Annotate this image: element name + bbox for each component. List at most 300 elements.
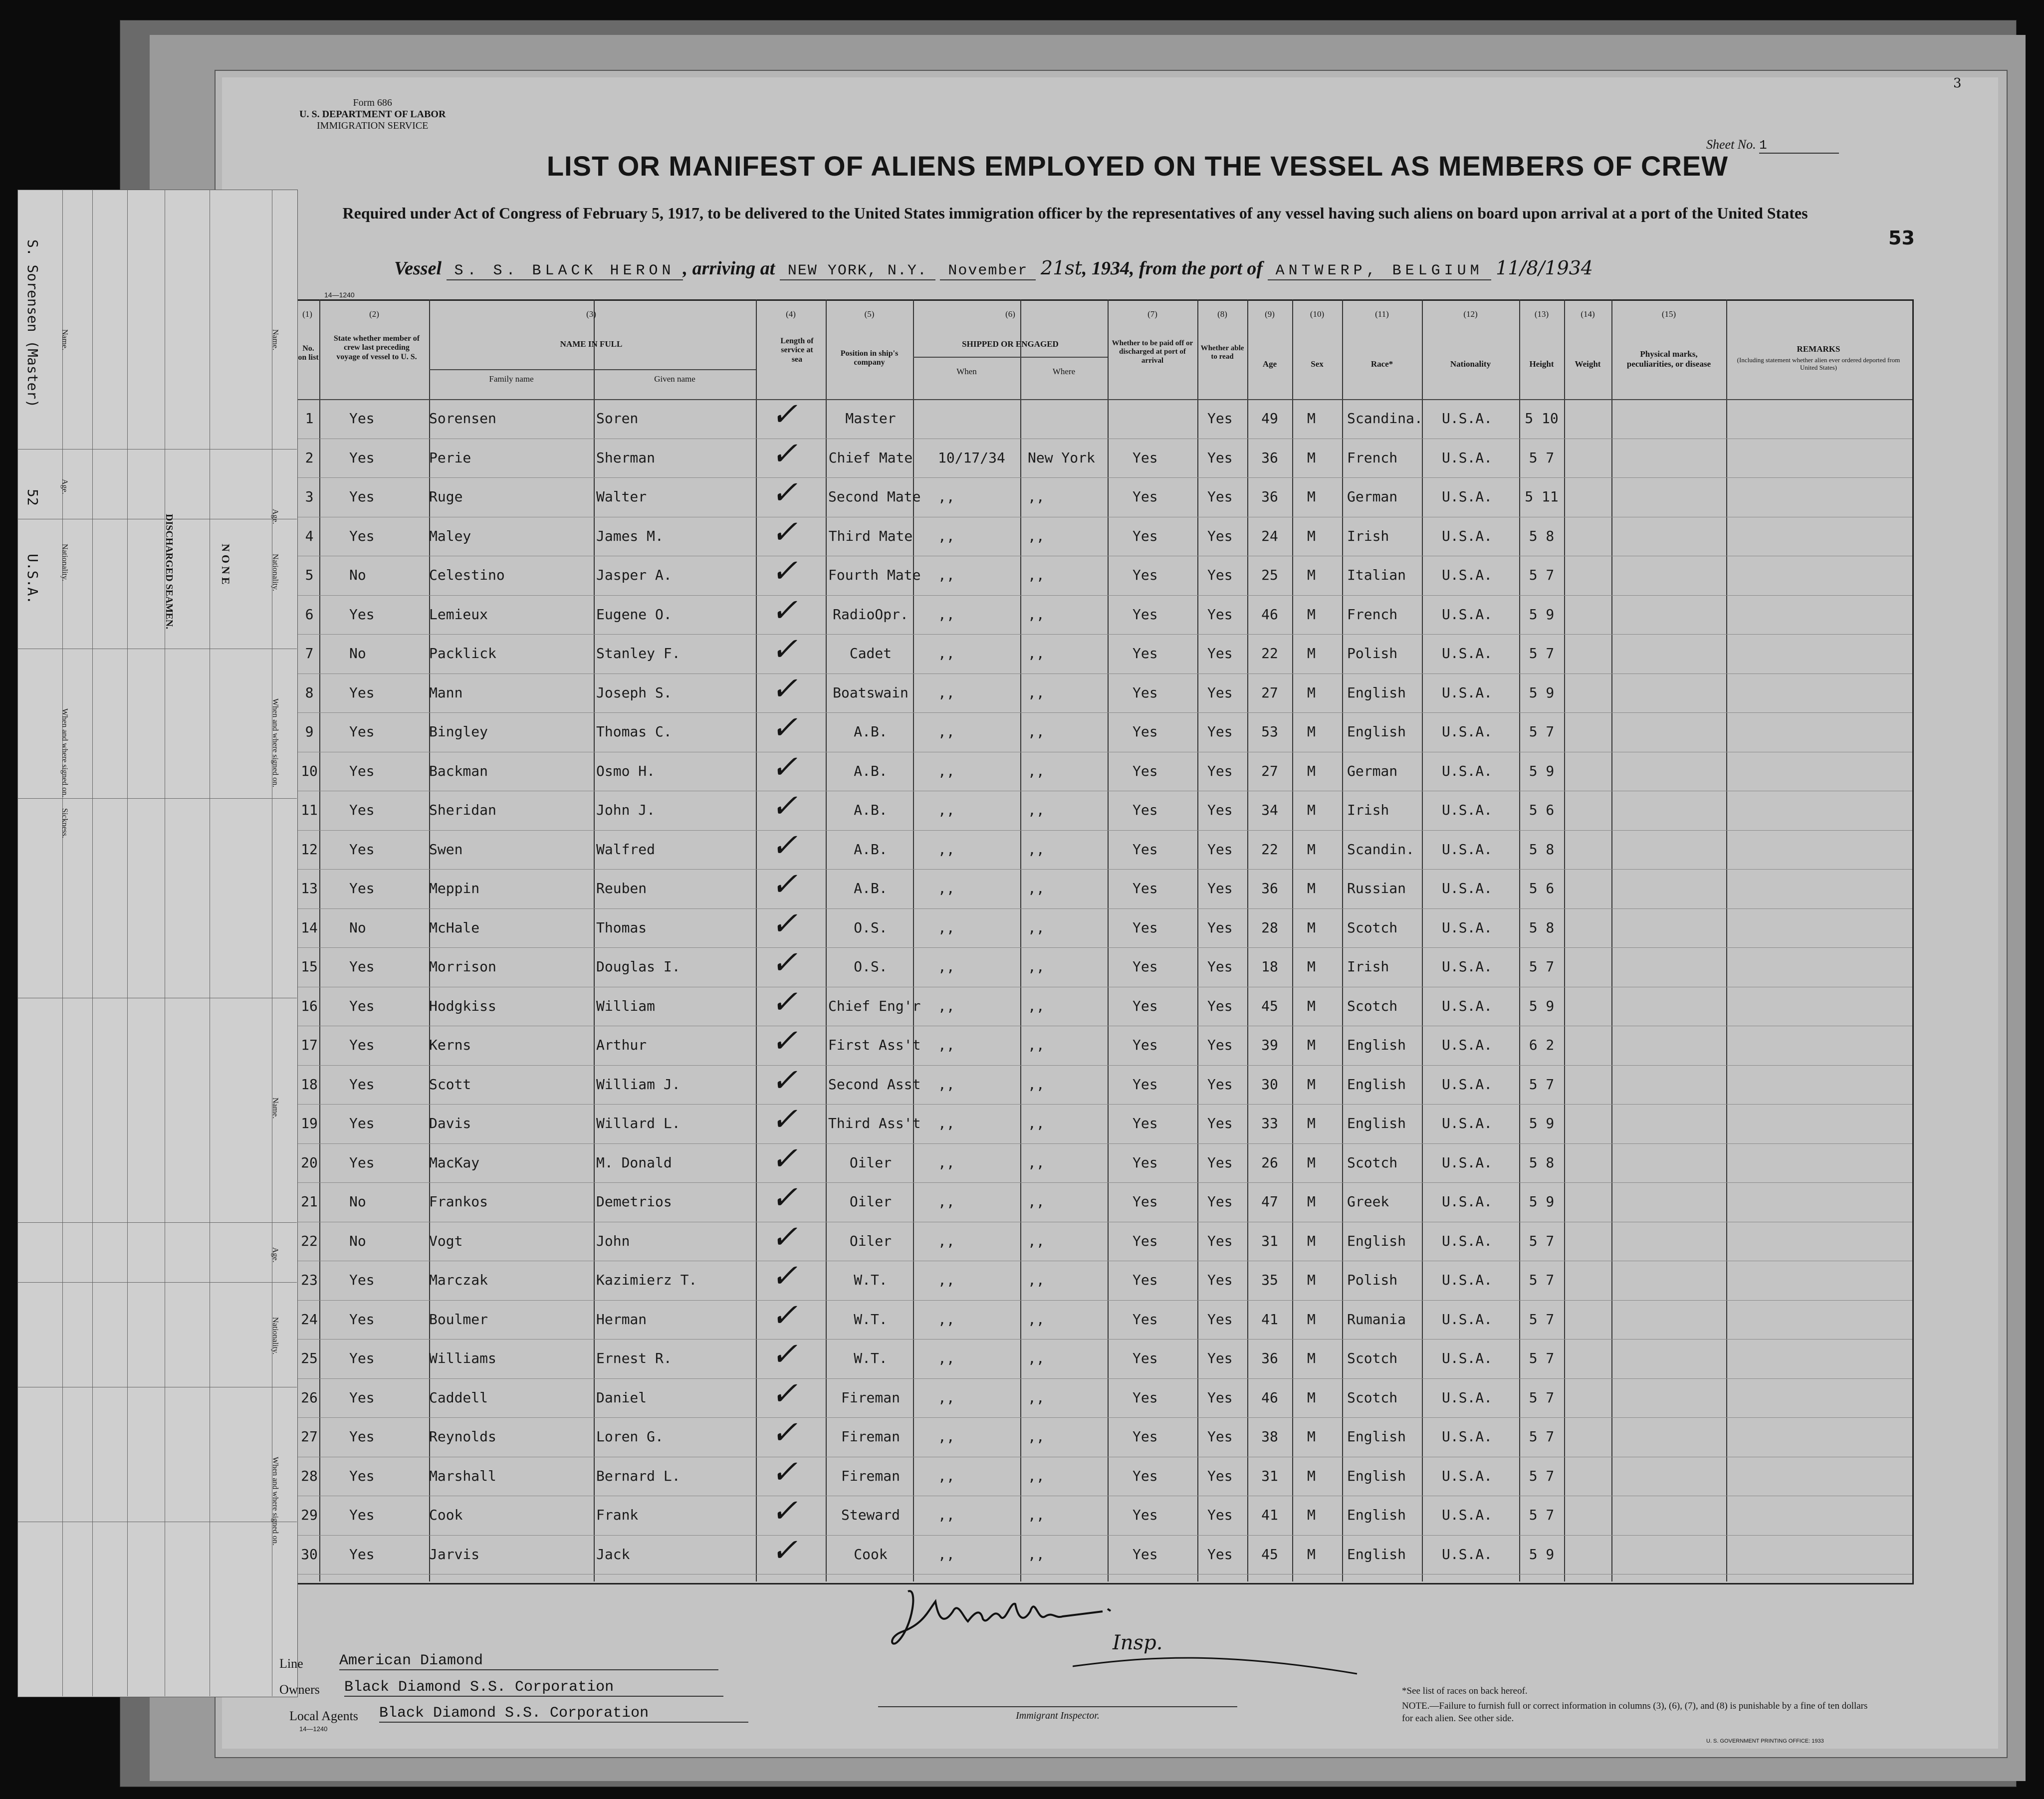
cell-no: 1 — [305, 410, 314, 427]
cell-read: Yes — [1207, 1232, 1233, 1249]
cell-given: Walfred — [596, 841, 656, 858]
cell-given: Walter — [596, 488, 647, 505]
cell-nat: U.S.A. — [1442, 997, 1493, 1014]
cell-position: Chief Eng'r — [828, 997, 921, 1014]
cell-where: ,, — [1028, 1507, 1045, 1523]
cell-prev: Yes — [349, 762, 375, 779]
cell-height: 5 9 — [1529, 1193, 1555, 1210]
strip-sickness-label: Sickness. — [60, 808, 69, 838]
department: U. S. DEPARTMENT OF LABOR — [299, 109, 446, 120]
vessel-label: Vessel — [394, 258, 442, 279]
discharged-title: DISCHARGED SEAMEN. — [164, 514, 175, 630]
cell-family: Sorensen — [429, 410, 496, 427]
cell-family: Frankos — [429, 1193, 488, 1210]
cell-read: Yes — [1207, 1546, 1233, 1563]
cell-paid: Yes — [1133, 684, 1158, 701]
from-label: , from the port of — [1130, 258, 1263, 279]
cell-given: Jasper A. — [596, 567, 672, 583]
cell-race: German — [1347, 488, 1398, 505]
cell-prev: Yes — [349, 1154, 375, 1171]
strip-nationality-label-3: Nationality. — [271, 1317, 279, 1354]
cell-age: 47 — [1261, 1193, 1278, 1210]
cell-given: William J. — [596, 1076, 681, 1093]
cell-family: Kerns — [429, 1037, 471, 1053]
col9-header: Age — [1262, 359, 1277, 369]
line-value: American Diamond — [339, 1652, 718, 1670]
cell-family: Scott — [429, 1076, 471, 1093]
cell-sex: M — [1307, 410, 1316, 427]
cell-when: ,, — [938, 606, 955, 623]
cell-when: ,, — [938, 997, 955, 1014]
cell-where: ,, — [1028, 1546, 1045, 1563]
cell-sex: M — [1307, 1311, 1316, 1328]
check-mark: ✓ — [771, 748, 798, 786]
cell-when: ,, — [938, 527, 955, 544]
cell-prev: No — [349, 1193, 366, 1210]
cell-height: 5 7 — [1529, 567, 1555, 583]
cell-prev: Yes — [349, 1507, 375, 1523]
cell-race: Polish — [1347, 645, 1398, 662]
column-divider — [1564, 299, 1565, 1581]
check-mark: ✓ — [771, 1062, 798, 1099]
service: IMMIGRATION SERVICE — [317, 120, 429, 131]
cell-family: Cook — [429, 1507, 463, 1523]
cell-where: ,, — [1028, 1467, 1045, 1484]
col12-num: (12) — [1463, 309, 1478, 319]
cell-no: 12 — [301, 841, 318, 858]
cell-nat: U.S.A. — [1442, 527, 1493, 544]
cell-family: Boulmer — [429, 1311, 488, 1328]
cell-age: 34 — [1261, 802, 1278, 818]
check-mark: ✓ — [771, 1218, 798, 1256]
cell-age: 45 — [1261, 1546, 1278, 1563]
cell-race: Scandin. — [1347, 841, 1414, 858]
col4-header: Length of service at sea — [780, 337, 814, 364]
cell-read: Yes — [1207, 880, 1233, 897]
cell-height: 5 7 — [1529, 1428, 1555, 1445]
cell-read: Yes — [1207, 410, 1233, 427]
cell-paid: Yes — [1133, 606, 1158, 623]
cell-read: Yes — [1207, 567, 1233, 583]
check-mark: ✓ — [771, 592, 798, 629]
cell-race: Scotch — [1347, 1389, 1398, 1406]
cell-where: ,, — [1028, 606, 1045, 623]
cell-given: Douglas I. — [596, 958, 681, 975]
arrival-port: NEW YORK, N.Y. — [780, 262, 935, 280]
column-divider — [756, 299, 757, 1581]
cell-height: 5 7 — [1529, 1507, 1555, 1523]
col6-num: (6) — [1005, 309, 1015, 319]
cell-given: John J. — [596, 802, 656, 818]
cell-when: ,, — [938, 841, 955, 858]
cell-position: First Ass't — [828, 1037, 921, 1053]
cell-sex: M — [1307, 645, 1316, 662]
strip-column-divider — [62, 190, 63, 1696]
cell-no: 25 — [301, 1350, 318, 1366]
cell-race: Russian — [1347, 880, 1406, 897]
cell-sex: M — [1307, 997, 1316, 1014]
cell-height: 5 8 — [1529, 527, 1555, 544]
cell-position: Fourth Mate — [828, 567, 921, 583]
cell-position: Fireman — [841, 1467, 900, 1484]
sheet-value: 1 — [1759, 138, 1839, 154]
cell-when: ,, — [938, 1193, 955, 1210]
cell-position: Boatswain — [833, 684, 908, 701]
cell-sex: M — [1307, 1154, 1316, 1171]
cell-where: ,, — [1028, 527, 1045, 544]
row-rule — [294, 1300, 1912, 1301]
column-divider — [1422, 299, 1423, 1581]
header-bottom-rule — [294, 399, 1912, 400]
cell-prev: Yes — [349, 1467, 375, 1484]
cell-given: James M. — [596, 527, 664, 544]
cell-read: Yes — [1207, 762, 1233, 779]
column-divider — [1292, 299, 1293, 1581]
cell-height: 5 7 — [1529, 1272, 1555, 1288]
strip-column-divider — [127, 190, 128, 1696]
row-rule — [294, 634, 1912, 635]
cell-height: 5 8 — [1529, 1154, 1555, 1171]
col4-num: (4) — [786, 309, 796, 319]
cell-where: ,, — [1028, 802, 1045, 818]
cell-paid: Yes — [1133, 527, 1158, 544]
cell-nat: U.S.A. — [1442, 488, 1493, 505]
check-mark: ✓ — [771, 1375, 798, 1412]
cell-sex: M — [1307, 762, 1316, 779]
cell-given: Ernest R. — [596, 1350, 672, 1366]
cell-family: Backman — [429, 762, 488, 779]
row-rule — [294, 477, 1912, 478]
cell-given: Sherman — [596, 449, 656, 466]
strip-age-label-3: Age. — [271, 1247, 279, 1263]
col3-header: NAME IN FULL — [560, 339, 623, 349]
immigrant-inspector-label: Immigrant Inspector. — [1016, 1710, 1100, 1721]
cell-nat: U.S.A. — [1442, 1193, 1493, 1210]
cell-position: RadioOpr. — [833, 606, 908, 623]
cell-position: Second Mate — [828, 488, 921, 505]
cell-no: 19 — [301, 1115, 318, 1131]
cell-nat: U.S.A. — [1442, 1350, 1493, 1366]
cell-family: MacKay — [429, 1154, 480, 1171]
cell-race: English — [1347, 1467, 1406, 1484]
cell-race: Polish — [1347, 1272, 1398, 1288]
cell-height: 5 7 — [1529, 1350, 1555, 1366]
cell-where: ,, — [1028, 1272, 1045, 1288]
cell-no: 27 — [301, 1428, 318, 1445]
cell-where: ,, — [1028, 1350, 1045, 1366]
check-mark: ✓ — [771, 709, 798, 746]
strip-column-divider — [92, 190, 93, 1696]
cell-race: English — [1347, 1546, 1406, 1563]
cell-sex: M — [1307, 488, 1316, 505]
cell-no: 4 — [305, 527, 314, 544]
cell-race: English — [1347, 1428, 1406, 1445]
cell-height: 5 7 — [1529, 958, 1555, 975]
check-mark: ✓ — [771, 631, 798, 668]
cell-given: Herman — [596, 1311, 647, 1328]
cell-prev: Yes — [349, 606, 375, 623]
cell-sex: M — [1307, 723, 1316, 740]
cell-height: 6 2 — [1529, 1037, 1555, 1053]
cell-height: 5 9 — [1529, 1546, 1555, 1563]
check-mark: ✓ — [771, 1297, 798, 1334]
cell-nat: U.S.A. — [1442, 880, 1493, 897]
cell-paid: Yes — [1133, 802, 1158, 818]
cell-height: 5 8 — [1529, 919, 1555, 936]
cell-given: William — [596, 997, 656, 1014]
strip-age-label: Age. — [60, 479, 69, 494]
cell-nat: U.S.A. — [1442, 841, 1493, 858]
cell-age: 38 — [1261, 1428, 1278, 1445]
col14-header: Weight — [1575, 359, 1601, 369]
cell-age: 35 — [1261, 1272, 1278, 1288]
cell-read: Yes — [1207, 1507, 1233, 1523]
cell-sex: M — [1307, 606, 1316, 623]
owners-value: Black Diamond S.S. Corporation — [344, 1679, 723, 1697]
cell-given: John — [596, 1232, 630, 1249]
check-mark: ✓ — [771, 1336, 798, 1373]
cell-height: 5 6 — [1529, 802, 1555, 818]
cell-race: English — [1347, 1076, 1406, 1093]
check-mark: ✓ — [771, 435, 798, 472]
cell-sex: M — [1307, 567, 1316, 583]
cell-race: Irish — [1347, 802, 1389, 818]
cell-no: 18 — [301, 1076, 318, 1093]
page-title: LIST OR MANIFEST OF ALIENS EMPLOYED ON THE VESSEL AS MEMBERS OF CREW — [546, 150, 1729, 182]
cell-read: Yes — [1207, 1467, 1233, 1484]
cell-nat: U.S.A. — [1442, 1154, 1493, 1171]
cell-paid: Yes — [1133, 1272, 1158, 1288]
cell-nat: U.S.A. — [1442, 762, 1493, 779]
cell-no: 9 — [305, 723, 314, 740]
cell-sex: M — [1307, 919, 1316, 936]
cell-nat: U.S.A. — [1442, 1546, 1493, 1563]
cell-paid: Yes — [1133, 1428, 1158, 1445]
cell-when: ,, — [938, 1350, 955, 1366]
cell-when: ,, — [938, 1232, 955, 1249]
check-mark: ✓ — [771, 670, 798, 707]
cell-position: Cadet — [849, 645, 892, 662]
cell-position: A.B. — [854, 802, 888, 818]
strip-entry-name: S. Sorensen (Master) — [24, 239, 41, 408]
cell-where: ,, — [1028, 1037, 1045, 1053]
column-divider — [1342, 299, 1343, 1581]
cell-read: Yes — [1207, 1076, 1233, 1093]
check-mark: ✓ — [771, 1179, 798, 1216]
cell-family: Perie — [429, 449, 471, 466]
cell-position: Chief Mate — [828, 449, 913, 466]
cell-height: 5 9 — [1529, 684, 1555, 701]
col1-header: No. on list — [298, 344, 319, 362]
cell-given: Demetrios — [596, 1193, 672, 1210]
cell-nat: U.S.A. — [1442, 1232, 1493, 1249]
check-mark: ✓ — [771, 1532, 798, 1569]
cell-prev: Yes — [349, 684, 375, 701]
corner-number: 3 — [1953, 76, 1962, 91]
cell-family: Maley — [429, 527, 471, 544]
cell-prev: Yes — [349, 1272, 375, 1288]
cell-age: 27 — [1261, 762, 1278, 779]
cell-sex: M — [1307, 1272, 1316, 1288]
cell-nat: U.S.A. — [1442, 645, 1493, 662]
cell-height: 5 9 — [1529, 997, 1555, 1014]
cell-given: Jack — [596, 1546, 630, 1563]
cell-when: ,, — [938, 1389, 955, 1406]
cell-no: 8 — [305, 684, 314, 701]
cell-read: Yes — [1207, 841, 1233, 858]
cell-read: Yes — [1207, 1311, 1233, 1328]
check-mark: ✓ — [771, 983, 798, 1021]
cell-position: A.B. — [854, 880, 888, 897]
cell-height: 5 10 — [1525, 410, 1559, 427]
cell-age: 18 — [1261, 958, 1278, 975]
cell-age: 33 — [1261, 1115, 1278, 1131]
cell-given: Frank — [596, 1507, 639, 1523]
col10-header: Sex — [1311, 359, 1324, 369]
arriving-label: , arriving at — [682, 258, 775, 279]
cell-prev: No — [349, 567, 366, 583]
col3b-header: Given name — [654, 374, 695, 384]
cell-paid: Yes — [1133, 880, 1158, 897]
arrival-day: 21st — [1040, 257, 1083, 279]
cell-no: 3 — [305, 488, 314, 505]
check-mark: ✓ — [771, 944, 798, 981]
date-note: 11/8/1934 — [1496, 257, 1593, 279]
cell-position: A.B. — [854, 841, 888, 858]
cell-height: 5 6 — [1529, 880, 1555, 897]
cell-sex: M — [1307, 1389, 1316, 1406]
row-rule — [294, 1417, 1912, 1418]
cell-read: Yes — [1207, 802, 1233, 818]
races-note: *See list of races on back hereof. — [1402, 1686, 1528, 1696]
col16-header: REMARKS — [1797, 344, 1840, 354]
cell-prev: Yes — [349, 1546, 375, 1563]
cell-where: ,, — [1028, 1154, 1045, 1171]
strip-name-label-3: Name. — [271, 1098, 279, 1119]
cell-where: ,, — [1028, 1428, 1045, 1445]
cell-paid: Yes — [1133, 1193, 1158, 1210]
vessel-name: S. S. BLACK HERON — [447, 262, 683, 280]
check-mark: ✓ — [771, 1493, 798, 1530]
cell-where: ,, — [1028, 880, 1045, 897]
discharged-none: NONE — [220, 544, 232, 588]
cell-family: Hodgkiss — [429, 997, 496, 1014]
cell-prev: Yes — [349, 802, 375, 818]
cell-given: Thomas — [596, 919, 647, 936]
cell-nat: U.S.A. — [1442, 1428, 1493, 1445]
cell-sex: M — [1307, 1428, 1316, 1445]
discharged-seamen-strip — [17, 190, 298, 1697]
cell-when: ,, — [938, 1428, 955, 1445]
col5-num: (5) — [864, 309, 875, 319]
column-divider — [1726, 299, 1727, 1581]
cell-race: Scandina. — [1347, 410, 1423, 427]
col14-num: (14) — [1581, 309, 1595, 319]
cell-family: Jarvis — [429, 1546, 480, 1563]
cell-position: Second Asst — [828, 1076, 921, 1093]
cell-where: ,, — [1028, 1389, 1045, 1406]
agents-label: Local Agents — [289, 1709, 358, 1723]
strip-nationality-label: Nationality. — [60, 544, 69, 581]
cell-nat: U.S.A. — [1442, 1272, 1493, 1288]
cell-family: Lemieux — [429, 606, 488, 623]
strip-when-where-label-2: When and where signed on. — [271, 698, 279, 788]
cell-race: Scotch — [1347, 1350, 1398, 1366]
check-mark: ✓ — [771, 513, 798, 551]
cell-read: Yes — [1207, 1115, 1233, 1131]
cell-read: Yes — [1207, 1389, 1233, 1406]
owners-label: Owners — [279, 1682, 320, 1697]
cell-sex: M — [1307, 1193, 1316, 1210]
cell-position: Fireman — [841, 1428, 900, 1445]
cell-read: Yes — [1207, 1154, 1233, 1171]
cell-age: 28 — [1261, 919, 1278, 936]
cell-prev: Yes — [349, 841, 375, 858]
cell-no: 22 — [301, 1232, 318, 1249]
cell-when: ,, — [938, 1076, 955, 1093]
cell-given: Loren G. — [596, 1428, 664, 1445]
cell-height: 5 9 — [1529, 1115, 1555, 1131]
cell-read: Yes — [1207, 449, 1233, 466]
cell-where: ,, — [1028, 762, 1045, 779]
cell-where: ,, — [1028, 645, 1045, 662]
agents-value: Black Diamond S.S. Corporation — [379, 1705, 748, 1723]
cell-paid: Yes — [1133, 1154, 1158, 1171]
cell-no: 26 — [301, 1389, 318, 1406]
cell-paid: Yes — [1133, 1037, 1158, 1053]
cell-age: 27 — [1261, 684, 1278, 701]
cell-height: 5 7 — [1529, 1311, 1555, 1328]
col13-header: Height — [1529, 359, 1554, 369]
cell-position: W.T. — [854, 1311, 888, 1328]
cell-race: French — [1347, 449, 1398, 466]
cell-when: ,, — [938, 919, 955, 936]
cell-family: Reynolds — [429, 1428, 496, 1445]
cell-sex: M — [1307, 1507, 1316, 1523]
cell-nat: U.S.A. — [1442, 1037, 1493, 1053]
printing-office: U. S. GOVERNMENT PRINTING OFFICE: 1933 — [1706, 1738, 1824, 1744]
cell-when: ,, — [938, 723, 955, 740]
cell-given: Daniel — [596, 1389, 647, 1406]
strip-row-divider — [17, 1222, 297, 1223]
cell-age: 25 — [1261, 567, 1278, 583]
vessel-line: Vessel S. S. BLACK HERON , arriving at NEW YORK, N.Y. November 21st, 1934, from the port of ANTWERP, BELGIUM 11/8/1934 — [394, 257, 1593, 279]
cell-where: ,, — [1028, 1193, 1045, 1210]
header-subdivider — [429, 369, 756, 370]
cell-family: Marshall — [429, 1467, 496, 1484]
cell-height: 5 7 — [1529, 1389, 1555, 1406]
cell-given: Osmo H. — [596, 762, 656, 779]
cell-nat: U.S.A. — [1442, 1467, 1493, 1484]
cell-given: Eugene O. — [596, 606, 672, 623]
cell-paid: Yes — [1133, 997, 1158, 1014]
column-divider — [1108, 299, 1109, 1581]
cell-age: 36 — [1261, 880, 1278, 897]
cell-height: 5 8 — [1529, 841, 1555, 858]
cell-paid: Yes — [1133, 567, 1158, 583]
cell-where: ,, — [1028, 919, 1045, 936]
cell-read: Yes — [1207, 958, 1233, 975]
col6b-header: Where — [1052, 367, 1076, 376]
cell-age: 24 — [1261, 527, 1278, 544]
cell-no: 2 — [305, 449, 314, 466]
cell-family: Swen — [429, 841, 463, 858]
cell-prev: Yes — [349, 1037, 375, 1053]
cell-when: ,, — [938, 1546, 955, 1563]
row-rule — [294, 1143, 1912, 1144]
column-divider — [1247, 299, 1248, 1581]
row-rule — [294, 1065, 1912, 1066]
